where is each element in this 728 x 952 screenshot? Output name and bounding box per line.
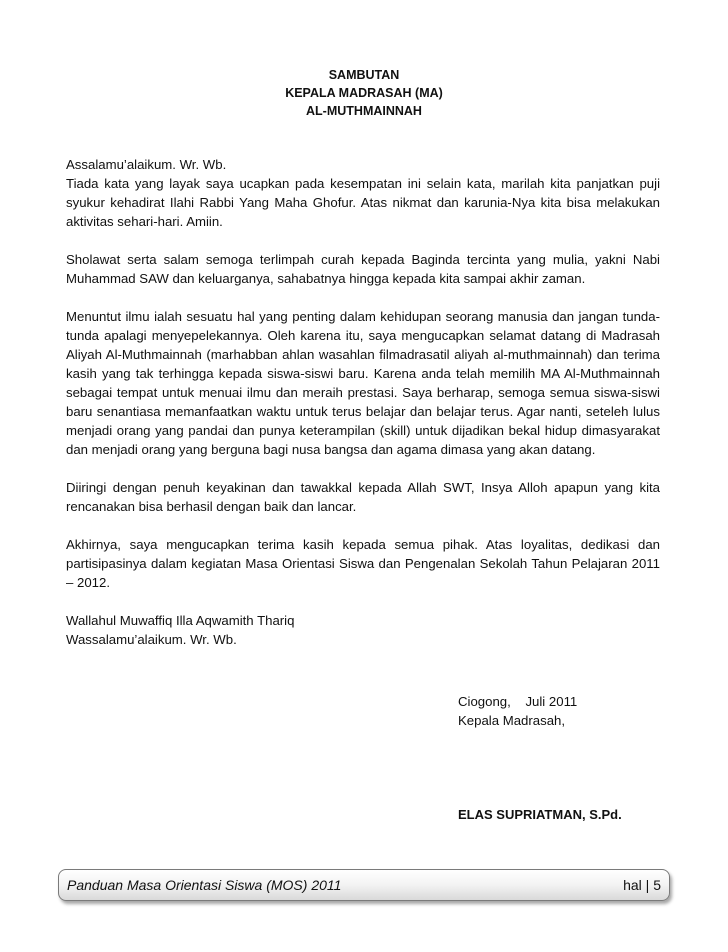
heading-subtitle: KEPALA MADRASAH (MA)	[285, 86, 443, 100]
heading-school-name: AL-MUTHMAINNAH	[306, 104, 422, 118]
paragraph-1: Tiada kata yang layak saya ucapkan pada kesempatan ini selain kata, marilah kita panjatkan puji syukur kehadirat Ilahi Rabbi Yang Maha Ghofur. Atas nikmat dan karunia-Nya kita bisa melakukan aktivitas sehari-hari. Amiin.	[66, 176, 660, 229]
paragraph-3: Menuntut ilmu ialah sesuatu hal yang penting dalam kehidupan seorang manusia dan jangan tunda-tunda apalagi menyepelekannya. Oleh karena itu, saya mengucapkan selamat datang di Madrasah Aliyah Al-Muthmainnah (marhabban ahlan wasahlan filmadrasatil aliyah al-muthmainnah) dan terima kasih yang tak terhingga kepada siswa-siswi baru. Karena anda telah memilih MA Al-Muthmainnah sebagai tempat untuk menuai ilmu dan meraih prestasi. Saya berharap, semoga semua siswa-siswi baru senantiasa memanfaatkan waktu untuk terus belajar dan belajar terus. Agar nanti, seteleh lulus menjadi orang yang pandai dan punya keterampilan (skill) untuk dijadikan bekal hidup dimasyarakat dan menjadi orang yang berguna bagi nusa bangsa dan agama dimasa yang akan datang.	[66, 309, 660, 457]
signer-name: ELAS SUPRIATMAN, S.Pd.	[458, 807, 622, 822]
paragraph-2: Sholawat serta salam semoga terlimpah curah kepada Baginda tercinta yang mulia, yakni Nabi Muhammad SAW dan keluarganya, sahabatnya hingga kepada kita sampai akhir zaman.	[66, 252, 660, 286]
signature-block	[458, 692, 577, 730]
document-body	[66, 155, 660, 649]
page-number: hal | 5	[623, 877, 661, 893]
closing-line-1: Wallahul Muwaffiq Illa Aqwamith Thariq	[66, 613, 295, 628]
paragraph-4: Diiringi dengan penuh keyakinan dan tawakkal kepada Allah SWT, Insya Alloh apapun yang kita rencanakan bisa berhasil dengan baik dan lancar.	[66, 480, 660, 514]
paragraph-5: Akhirnya, saya mengucapkan terima kasih kepada semua pihak. Atas loyalitas, dedikasi dan partisipasinya dalam kegiatan Masa Orientasi Siswa dan Pengenalan Sekolah Tahun Pelajaran 2011 – 2012.	[66, 537, 660, 590]
closing-line-2: Wassalamu’alaikum. Wr. Wb.	[66, 632, 237, 647]
place-date: Ciogong, Juli 2011	[458, 694, 578, 709]
page-footer	[58, 869, 670, 901]
footer-title: Panduan Masa Orientasi Siswa (MOS) 2011	[67, 877, 342, 893]
greeting: Assalamu’alaikum. Wr. Wb.	[66, 157, 227, 172]
signer-role: Kepala Madrasah,	[458, 713, 566, 728]
heading-title: SAMBUTAN	[328, 68, 400, 82]
document-heading	[0, 66, 728, 120]
